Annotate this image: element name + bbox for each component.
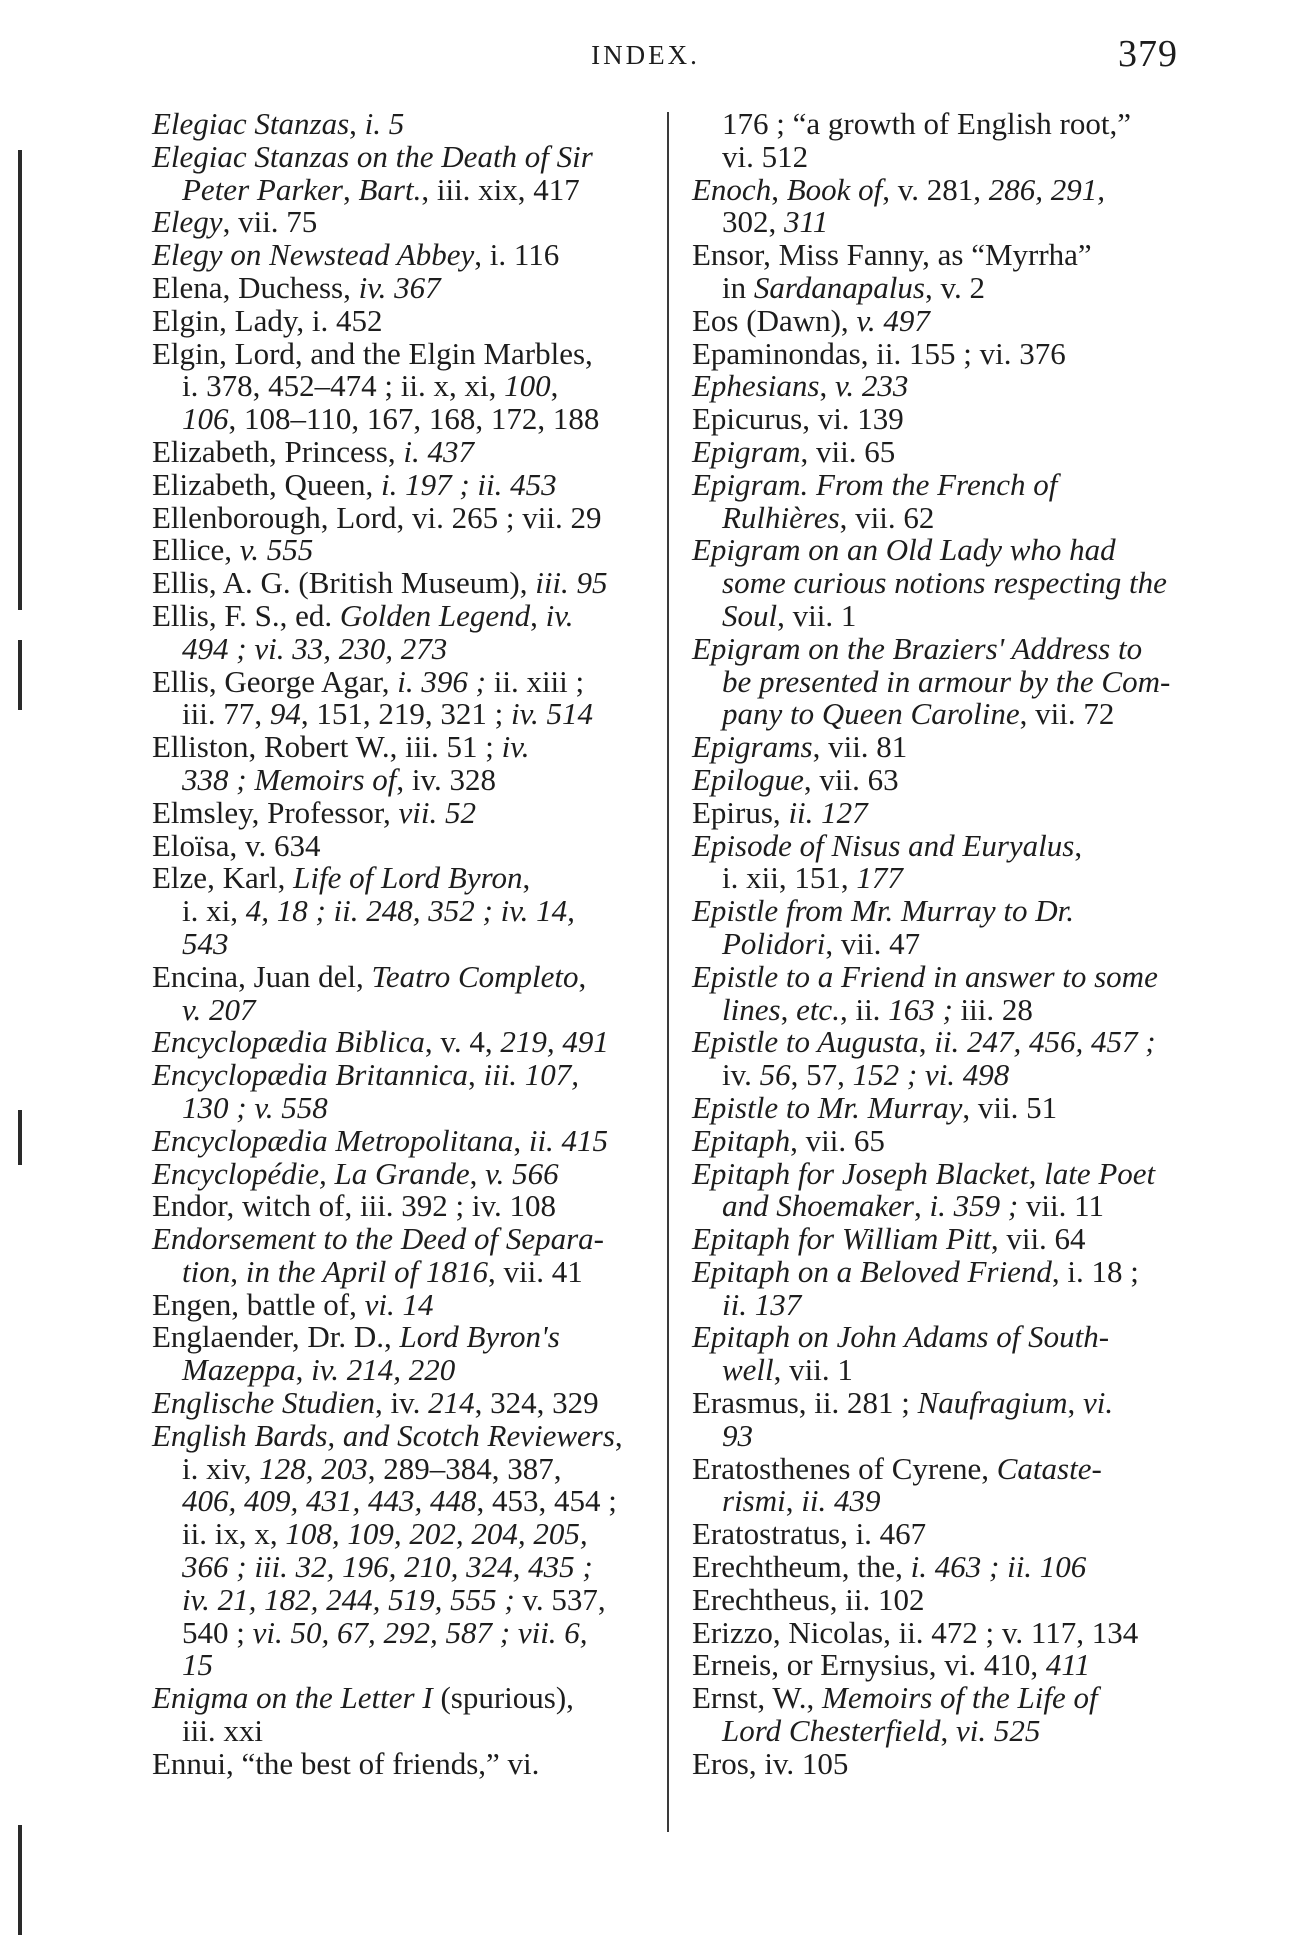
index-entry-line: Elgin, Lady, i. 452 [152,302,383,338]
index-entry-line: 130 ; v. 558 [182,1089,328,1125]
margin-mark [18,640,22,710]
margin-mark [18,150,22,610]
index-entry-line: Eratostratus, i. 467 [692,1516,927,1552]
index-entry-line: Elgin, Lord, and the Elgin Marbles, [152,335,593,371]
index-entry-line: ii. 137 [722,1286,802,1322]
index-entry-line: Encyclopædia Biblica, v. 4, 219, 491 [152,1024,609,1060]
index-entry-line: i. xiv, 128, 203, 289–384, 387, [182,1450,562,1486]
index-entry-line: well, vii. 1 [722,1352,853,1388]
margin-mark [18,1825,22,1935]
index-entry-line: Elizabeth, Queen, i. 197 ; ii. 453 [152,466,557,502]
page-number: 379 [1118,33,1178,75]
index-entry-line: Encyclopædia Metropolitana, ii. 415 [152,1122,609,1158]
index-entry-line: Rulhières, vii. 62 [722,499,935,535]
index-entry-line: Ellis, A. G. (British Museum), iii. 95 [152,565,608,601]
index-entry-line: iii. 77, 94, 151, 219, 321 ; iv. 514 [182,696,594,732]
index-entry-line: Erechtheum, the, i. 463 ; ii. 106 [692,1549,1087,1585]
index-entry-line: Elegy on Newstead Abbey, i. 116 [152,237,560,273]
index-column-left [152,108,652,1781]
index-entry-line: Ellice, v. 555 [152,532,314,568]
index-entry-line: Elizabeth, Princess, i. 437 [152,433,475,469]
index-entry-line: rismi, ii. 439 [722,1483,881,1519]
index-entry-line: iii. xxi [182,1713,263,1749]
index-entry-line: Lord Chesterfield, vi. 525 [722,1713,1041,1749]
index-entry-line: Endorsement to the Deed of Separa- [152,1221,604,1257]
index-entry-line: lines, etc., ii. 163 ; iii. 28 [722,991,1033,1027]
index-entry-line: Epistle to Mr. Murray, vii. 51 [692,1089,1058,1125]
index-entry-line: Ernst, W., Memoirs of the Life of [692,1680,1098,1716]
index-entry-line: 543 [182,925,229,961]
index-entry-line: 93 [722,1417,753,1453]
index-entry-line: Episode of Nisus and Euryalus, [692,827,1083,863]
index-entry-line: Epigram. From the French of [692,466,1058,502]
index-entry-line: v. 207 [182,991,256,1027]
index-entry-line: Epitaph on a Beloved Friend, i. 18 ; [692,1253,1139,1289]
index-entry-line: Epirus, ii. 127 [692,794,868,830]
index-entry-line: Epigram on the Braziers' Address to [692,630,1143,666]
index-entry-line: Mazeppa, iv. 214, 220 [182,1352,456,1388]
index-entry-line: Erechtheus, ii. 102 [692,1581,925,1617]
index-entry-line: Encyclopædia Britannica, iii. 107, [152,1057,580,1093]
index-entry-line: Eos (Dawn), v. 497 [692,302,930,338]
index-entry-line: i. 378, 452–474 ; ii. x, xi, 100, [182,368,559,404]
index-entry-line: Elliston, Robert W., iii. 51 ; iv. [152,729,530,765]
index-entry-line: Epigram, vii. 65 [692,433,896,469]
index-entry-line: pany to Queen Caroline, vii. 72 [722,696,1115,732]
index-entry-line: 302, 311 [722,204,829,240]
index-entry-line: and Shoemaker, i. 359 ; vii. 11 [722,1188,1104,1224]
index-entry-line: Erneis, or Ernysius, vi. 410, 411 [692,1647,1091,1683]
index-entry-line: tion, in the April of 1816, vii. 41 [182,1253,583,1289]
index-entry-line: Englaender, Dr. D., Lord Byron's [152,1319,560,1355]
index-entry-line: in Sardanapalus, v. 2 [722,269,985,305]
index-entry-line: Elegiac Stanzas, i. 5 [152,106,405,141]
index-entry-line: Epitaph for Joseph Blacket, late Poet [692,1155,1156,1191]
index-entry-line: 494 ; vi. 33, 230, 273 [182,630,448,666]
index-entry-line: Enoch, Book of, v. 281, 286, 291, [692,171,1106,207]
index-entry-line: Soul, vii. 1 [722,597,857,633]
index-entry-line: Epicurus, vi. 139 [692,401,904,437]
index-entry-line: Epitaph on John Adams of South- [692,1319,1110,1355]
index-entry-line: Encyclopédie, La Grande, v. 566 [152,1155,559,1191]
index-entry-line: Epitaph for William Pitt, vii. 64 [692,1221,1086,1257]
index-entry-line: Elena, Duchess, iv. 367 [152,269,441,305]
index-entry-line: Endor, witch of, iii. 392 ; iv. 108 [152,1188,557,1224]
running-head-title: INDEX. [591,40,700,70]
index-entry-line: Elmsley, Professor, vii. 52 [152,794,476,830]
index-entry-line: be presented in armour by the Com- [722,663,1171,699]
index-entry-line: i. xi, 4, 18 ; ii. 248, 352 ; iv. 14, [182,893,575,929]
index-entry-line: iv. 21, 182, 244, 519, 555 ; v. 537, [182,1581,606,1617]
index-entry-line: Erasmus, ii. 281 ; Naufragium, vi. [692,1385,1114,1421]
index-entry-line: Elze, Karl, Life of Lord Byron, [152,860,531,896]
index-entry-line: i. xii, 151, 177 [722,860,903,896]
index-entry-line: 338 ; Memoirs of, iv. 328 [182,761,497,797]
index-entry-line: some curious notions respecting the [722,565,1167,601]
index-entry-line: Ennui, “the best of friends,” vi. [152,1745,540,1781]
index-entry-line: 176 ; “a growth of English root,” [722,106,1131,141]
index-entry-line: Epistle to a Friend in answer to some [692,958,1158,994]
index-entry-line: 15 [182,1647,213,1683]
index-entry-line: ii. ix, x, 108, 109, 202, 204, 205, [182,1516,588,1552]
index-entry-line: Epistle to Augusta, ii. 247, 456, 457 ; [692,1024,1156,1060]
column-divider [667,112,669,1832]
index-entry-line: Englische Studien, iv. 214, 324, 329 [152,1385,599,1421]
index-column-right [692,108,1194,1781]
index-entry-line: Encina, Juan del, Teatro Completo, [152,958,587,994]
index-entry-line: English Bards, and Scotch Reviewers, [152,1417,623,1453]
index-entry-line: Epistle from Mr. Murray to Dr. [692,893,1075,929]
index-entry-line: 106, 108–110, 167, 168, 172, 188 [182,401,600,437]
index-entry-line: Eros, iv. 105 [692,1745,849,1781]
margin-mark [18,1110,22,1165]
index-entry-line: 540 ; vi. 50, 67, 292, 587 ; vii. 6, [182,1614,588,1650]
index-entry-line: Elegy, vii. 75 [152,204,318,240]
index-entry-line: Enigma on the Letter I (spurious), [152,1680,574,1716]
index-entry-line: Epigrams, vii. 81 [692,729,908,765]
index-entry-line: Ellenborough, Lord, vi. 265 ; vii. 29 [152,499,602,535]
index-entry-line: Ellis, George Agar, i. 396 ; ii. xiii ; [152,663,585,699]
index-entry-line: Erizzo, Nicolas, ii. 472 ; v. 117, 134 [692,1614,1139,1650]
index-entry-line: Elegiac Stanzas on the Death of Sir [152,138,593,174]
index-entry-line: Eratosthenes of Cyrene, Cataste- [692,1450,1102,1486]
index-entry-line: Epitaph, vii. 65 [692,1122,885,1158]
index-entry-line: Ensor, Miss Fanny, as “Myrrha” [692,237,1092,273]
index-entry-line: 366 ; iii. 32, 196, 210, 324, 435 ; [182,1549,593,1585]
index-entry-line: Epaminondas, ii. 155 ; vi. 376 [692,335,1066,371]
index-entry-line: Ephesians, v. 233 [692,368,909,404]
index-entry-line: Polidori, vii. 47 [722,925,921,961]
index-entry-line: vi. 512 [722,138,809,174]
index-entry-line: Engen, battle of, vi. 14 [152,1286,434,1322]
index-entry-line: Peter Parker, Bart., iii. xix, 417 [182,171,580,207]
index-entry-line: Epigram on an Old Lady who had [692,532,1116,568]
index-entry-line: iv. 56, 57, 152 ; vi. 498 [722,1057,1010,1093]
index-entry-line: Ellis, F. S., ed. Golden Legend, iv. [152,597,574,633]
index-entry-line: 406, 409, 431, 443, 448, 453, 454 ; [182,1483,617,1519]
index-entry-line: Eloïsa, v. 634 [152,827,321,863]
index-entry-line: Epilogue, vii. 63 [692,761,899,797]
